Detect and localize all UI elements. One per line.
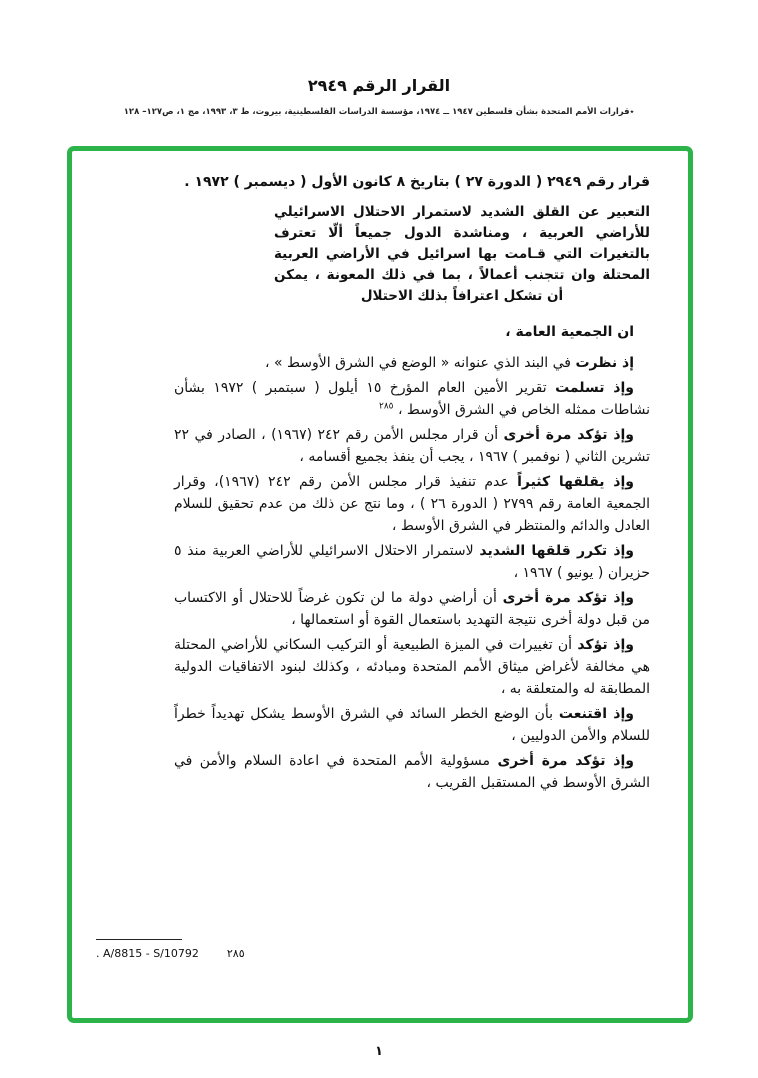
paragraph-text: أن قرار مجلس الأمن رقم ٢٤٢ (١٩٦٧) ، الصادر في ٢٢ تشرين الثاني ( نوفمبر ) ١٩٦٧ ، يجب أن ينفذ بجميع أقسامه ، xyxy=(174,427,650,465)
paragraph-lead: وإذ تؤكد مرة أخرى xyxy=(497,753,634,769)
paragraph-text: تقرير الأمين العام المؤرخ ١٥ أيلول ( سبتمبر ) ١٩٧٢ بشأن نشاطات ممثله الخاص في الشرق الأوسط ، xyxy=(174,380,650,418)
resolution-paragraph xyxy=(174,424,650,468)
resolution-paragraph xyxy=(174,377,650,421)
paragraph-lead: وإذ تكرر قلقها الشديد xyxy=(479,543,635,559)
paragraph-lead: وإذ يقلقها كثيراً xyxy=(517,474,634,490)
resolution-paragraph xyxy=(174,634,650,700)
paragraph-text: في البند الذي عنوانه « الوضع في الشرق الأوسط » ، xyxy=(265,355,576,371)
footnote-number: ٢٨٥ xyxy=(226,947,245,960)
footnote-divider xyxy=(96,939,182,940)
footnote-area xyxy=(96,939,245,960)
citation-line: ٭قرارات الأمم المتحدة بشأن فلسطين ١٩٤٧ ــ ١٩٧٤، مؤسسة الدراسات الفلسطينية، بيروت، ط ٣، ١٩٩٣، مج ١، ص١٢٧– ١٢٨ xyxy=(123,107,635,117)
paragraph-text: بأن الوضع الخطر السائد في الشرق الأوسط يشكل تهديداً خطراً للسلام والأمن الدوليين ، xyxy=(174,706,650,744)
footnote-line xyxy=(96,947,245,960)
paragraph-text: أن أراضي دولة ما لن تكون غرضاً للاحتلال أو الاكتساب من قبل دولة أخرى نتيجة التهديد باستعمال القوة أو استعمالها ، xyxy=(174,590,650,628)
paragraph-text: مسؤولية الأمم المتحدة في اعادة السلام والأمن في الشرق الأوسط في المستقبل القريب ، xyxy=(174,753,650,791)
paragraph-text: أن تغييرات في الميزة الطبيعية أو التركيب السكاني للأراضي المحتلة هي مخالفة لأغراض ميثاق الأمم المتحدة ومبادئه ، وكذلك لبنود الاتفاقيات الدولية المطابقة له والمتعلقة به ، xyxy=(174,637,650,697)
paragraph-text: عدم تنفيذ قرار مجلس الأمن رقم ٢٤٢ (١٩٦٧)، وقرار الجمعية العامة رقم ٢٧٩٩ ( الدورة ٢٦ ) ، وما نتج عن ذلك من عدم تحقيق للسلام العادل والدائم والمنتظر في الشرق الأوسط ، xyxy=(174,474,650,534)
resolution-box xyxy=(67,146,693,1023)
resolution-paragraph xyxy=(174,703,650,747)
resolution-subject: التعبير عن القلق الشديد لاستمرار الاحتلال الاسرائيلي للأراضي العربية ، ومناشدة الدول جميعاً ألّا تعترف بالتغيرات التي قـامت بها اسرائيل في الأراضي العربية المحتلة وان تتجنب أعمالاً ، بما في ذلك المعونة ، يمكن أن تشكل اعترافاً بذلك الاحتلال xyxy=(274,204,650,304)
paragraph-lead: إذ نظرت xyxy=(575,355,634,371)
resolution-paragraph xyxy=(174,750,650,794)
resolution-paragraph xyxy=(174,471,650,537)
resolution-opening: ان الجمعية العامة ، xyxy=(505,324,634,340)
footnote-reference-mark: ٢٨٥ xyxy=(378,401,394,412)
footnote-doc-symbols: A/8815 - S/10792 . xyxy=(96,947,199,960)
resolution-heading: قرار رقم ٢٩٤٩ ( الدورة ٢٧ ) بتاريخ ٨ كانون الأول ( ديسمبر ) ١٩٧٢ . xyxy=(184,174,650,190)
resolution-paragraph xyxy=(174,352,650,374)
resolution-paragraph xyxy=(174,587,650,631)
page-title: القرار الرقم ٢٩٤٩ xyxy=(307,76,451,95)
resolution-body xyxy=(174,171,650,794)
paragraph-lead: وإذ تسلمت xyxy=(555,380,634,396)
paragraph-lead: وإذ اقتنعت xyxy=(558,706,634,722)
page-number: ١ xyxy=(375,1044,383,1059)
paragraph-lead: وإذ تؤكد xyxy=(577,637,634,653)
resolution-paragraph xyxy=(174,540,650,584)
paragraph-lead: وإذ تؤكد مرة أخرى xyxy=(502,590,635,606)
paragraph-text: لاستمرار الاحتلال الاسرائيلي للأراضي العربية منذ ٥ حزيران ( يونيو ) ١٩٦٧ ، xyxy=(174,543,650,581)
paragraph-lead: وإذ تؤكد مرة أخرى xyxy=(503,427,635,443)
